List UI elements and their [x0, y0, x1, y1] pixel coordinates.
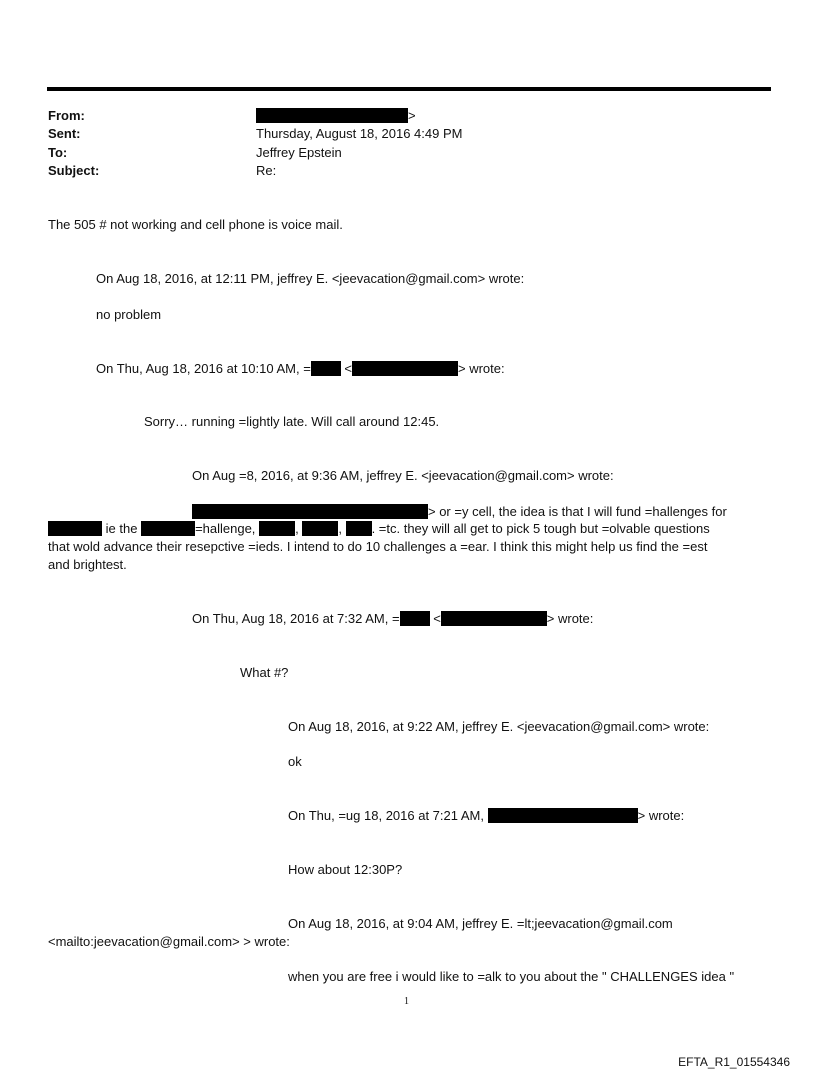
quote-attribution [192, 610, 593, 627]
from-value [256, 108, 416, 123]
sent-value: Thursday, August 18, 2016 4:49 PM [256, 126, 463, 141]
from-suffix: > [408, 108, 416, 123]
attribution-text: > wrote: [637, 808, 685, 823]
subject-label: Subject: [48, 163, 100, 178]
quote-attribution: On Aug 18, 2016, at 9:04 AM, jeffrey E. =lt;jeevacation@gmail.com [288, 916, 673, 931]
attribution-text: On Thu, =ug 18, 2016 at 7:21 AM, [288, 808, 484, 823]
redaction-box [346, 521, 372, 536]
header-rule [47, 87, 771, 91]
subject-value: Re: [256, 163, 277, 178]
quote-text: no problem [96, 307, 162, 322]
redaction-box [48, 521, 102, 536]
redaction-box [192, 504, 428, 519]
attribution-text: < [344, 361, 352, 376]
quote-text-segment: , [338, 521, 342, 536]
quote-text: when you are free i would like to =alk to you about the " CHALLENGES idea " [288, 969, 735, 984]
redaction-box [141, 521, 195, 536]
quote-attribution: On Aug 18, 2016, at 12:11 PM, jeffrey E. <jeevacation@gmail.com> wrote: [96, 271, 525, 286]
to-label: To: [48, 145, 68, 160]
quote-text-segment: , [295, 521, 299, 536]
redaction-box [302, 521, 338, 536]
quote-text: that wold advance their resepctive =ieds. I intend to do 10 challenges a =ear. I think this might help us find the =est [48, 539, 708, 554]
quote-text: Sorry… running =lightly late. Will call around 12:45. [144, 414, 440, 429]
redaction-box [400, 611, 430, 626]
quote-attribution: On Aug 18, 2016, at 9:22 AM, jeffrey E. <jeevacation@gmail.com> wrote: [288, 719, 710, 734]
page-number: 1 [404, 996, 409, 1007]
sent-label: Sent: [48, 126, 81, 141]
body-line: The 505 # not working and cell phone is voice mail. [48, 217, 343, 232]
to-value: Jeffrey Epstein [256, 145, 342, 160]
quote-text-segment: ie the [105, 521, 138, 536]
redaction-box [259, 521, 295, 536]
attribution-text: On Thu, Aug 18, 2016 at 7:32 AM, = [192, 611, 400, 626]
redaction-box [311, 361, 341, 376]
redaction-box [352, 361, 458, 376]
attribution-text: > wrote: [546, 611, 594, 626]
attribution-text: > wrote: [458, 361, 505, 376]
attribution-text: < [433, 611, 441, 626]
from-label: From: [48, 108, 85, 123]
quote-text-segment: . =tc. they will all get to pick 5 tough but =olvable questions [371, 521, 710, 536]
quote-attribution: On Aug =8, 2016, at 9:36 AM, jeffrey E. <jeevacation@gmail.com> wrote: [192, 468, 614, 483]
quote-text: How about 12:30P? [288, 862, 403, 877]
quote-text [192, 503, 727, 520]
attribution-text: On Thu, Aug 18, 2016 at 10:10 AM, = [96, 361, 311, 376]
quote-text: and brightest. [48, 557, 127, 572]
quote-text-segment: > or =y cell, the idea is that I will fund =hallenges for [428, 504, 727, 519]
redaction-box [488, 808, 638, 823]
quote-attribution [96, 360, 505, 377]
redaction-box [256, 108, 408, 123]
quote-text [48, 520, 710, 537]
redaction-box [441, 611, 547, 626]
quote-text: ok [288, 754, 302, 769]
quote-attribution [288, 807, 684, 824]
quote-attribution: <mailto:jeevacation@gmail.com> > wrote: [48, 934, 290, 949]
quote-text-segment: =hallenge, [195, 521, 256, 536]
quote-text: What #? [240, 665, 289, 680]
document-id: EFTA_R1_01554346 [678, 1055, 790, 1069]
